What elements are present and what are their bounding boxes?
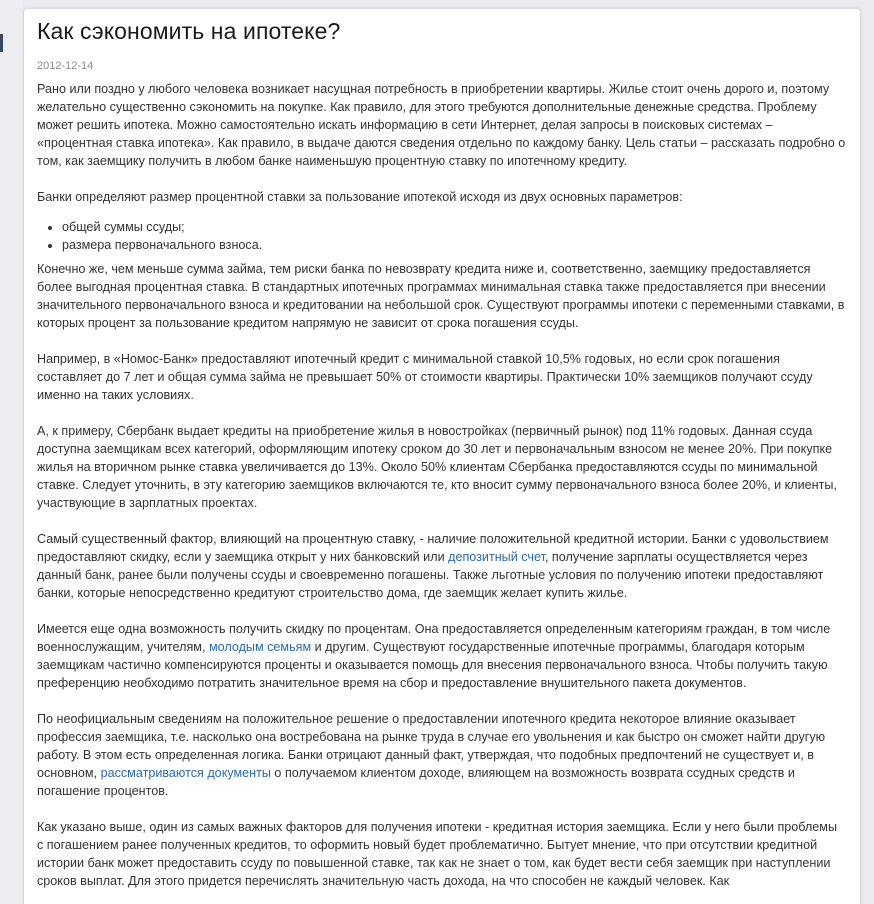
article-body bbox=[37, 80, 846, 890]
paragraph-7-text-b: и другим. Существуют государственные ипотечные программы, благодаря которым заемщикам частично компенсируются проценты и оказывается помощь для внесения первоначального взноса. Чтобы получить такую преференцию необходимо потратить значительное время на сбор и предоставление внушительного пакета документов. bbox=[37, 640, 828, 690]
article-date: 2012-12-14 bbox=[37, 60, 94, 72]
article-card bbox=[23, 8, 861, 904]
paragraph-7 bbox=[37, 620, 846, 692]
paragraph-6 bbox=[37, 530, 846, 602]
paragraph-6-text-b: , получение зарплаты осуществляется через данный банк, ранее были получены ссуды и своевременно погашены. Также льготные условия по получению ипотеки предоставляют банки, которые непосредственно кредитуют строительство дома, где заемщик желает купить жилье. bbox=[37, 550, 824, 600]
paragraph-9: Как указано выше, один из самых важных факторов для получения ипотеки - кредитная история заемщика. Если у него были проблемы с погашением ранее полученных кредитов, то оформить новый будет проблематично. Бытует мнение, что при отсутствии кредитной истории банк может предоставить ссуду по повышенной ставке, так как не знает о том, как будет вести себя заемщик при наступлении сроков выплат. Для этого придется перечислять значительную часть дохода, на что способен не каждый человек. Как bbox=[37, 820, 838, 888]
paragraph-8-text-b: о получаемом клиентом доходе, влияющем на возможность возврата ссудных средств и погашение процентов. bbox=[37, 766, 795, 798]
paragraph-6-text-a: Самый существенный фактор, влияющий на процентную ставку, - наличие положительной кредитной истории. Банки с удовольствием предоставляют скидку, если у заемщика открыт у них банковский или bbox=[37, 532, 829, 564]
documents-review-link[interactable]: рассматриваются документы bbox=[100, 766, 271, 780]
deposit-account-link[interactable]: депозитный счет bbox=[448, 550, 545, 564]
paragraph-7-text-a: Имеется еще одна возможность получить скидку по процентам. Она предоставляется определенным категориям граждан, в том числе военнослужащим, учителям, bbox=[37, 622, 831, 654]
paragraph-8-text-a: По неофициальным сведениям на положительное решение о предоставлении ипотечного кредита некоторое влияние оказывает профессия заемщика, т.е. насколько она востребована на рынке труда в случае его увольнения и как быстро он сможет найти другую работу. В этом есть определенная логика. Банки отрицают данный факт, утверждая, что подобных предпочтений не существует и, в основном, bbox=[37, 712, 826, 780]
sidebar-marker bbox=[0, 34, 3, 52]
paragraph-4: Например, в «Номос-Банк» предоставляют ипотечный кредит с минимальной ставкой 10,5% годовых, но если срок погашения составляет до 7 лет и общая сумма займа не превышает 50% от стоимости квартиры. Практически 10% заемщиков получают ссуду именно на таких условиях. bbox=[37, 352, 813, 402]
list-item: • размера первоначального взноса. bbox=[62, 236, 846, 254]
article-title: Как сэкономить на ипотеке? bbox=[37, 18, 341, 44]
list-item: • общей суммы ссуды; bbox=[62, 218, 846, 236]
parameters-list bbox=[37, 218, 846, 254]
paragraph-5: А, к примеру, Сбербанк выдает кредиты на приобретение жилья в новостройках (первичный рынок) под 11% годовых. Данная ссуда доступна заемщикам всех категорий, оформляющим ипотеку сроком до 30 лет и первоначальным взносом не менее 20%. При покупке жилья на вторичном рынке ставка увеличивается до 13%. Около 50% клиентам Сбербанка предоставляются ссуды по минимальной ставке. Следует уточнить, в эту категорию заемщиков включаются те, кто вносит сумму первоначального взноса более 20%, и клиенты, участвующие в зарплатных проектах. bbox=[37, 424, 837, 510]
paragraph-8 bbox=[37, 710, 846, 800]
paragraph-1: Рано или поздно у любого человека возникает насущная потребность в приобретении квартиры. Жилье стоит очень дорого и, поэтому желательно существенно сэкономить на покупке. Как правило, для этого требуются дополнительные денежные средства. Проблему может решить ипотека. Можно самостоятельно искать информацию в сети Интернет, делая запросы в поисковых системах – «процентная ставка ипотека». Как правило, в выдаче даются сведения отдельно по каждому банку. Цель статьи – рассказать подробно о том, как заемщику получить в любом банке наименьшую процентную ставку по ипотечному кредиту. bbox=[37, 82, 846, 168]
paragraph-3: Конечно же, чем меньше сумма займа, тем риски банка по невозврату кредита ниже и, соответственно, заемщику предоставляется более выгодная процентная ставка. В стандартных ипотечных программах минимальная ставка также предоставляется при внесении значительного первоначального взноса и кредитовании на небольшой срок. Существуют программы ипотеки с переменными ставками, в которых процент за пользование кредитом напрямую не зависит от срока погашения ссуды. bbox=[37, 262, 845, 330]
young-families-link[interactable]: молодым семьям bbox=[208, 640, 312, 654]
left-sidebar-strip bbox=[0, 0, 22, 904]
paragraph-2: Банки определяют размер процентной ставки за пользование ипотекой исходя из двух основных параметров: bbox=[37, 190, 683, 204]
